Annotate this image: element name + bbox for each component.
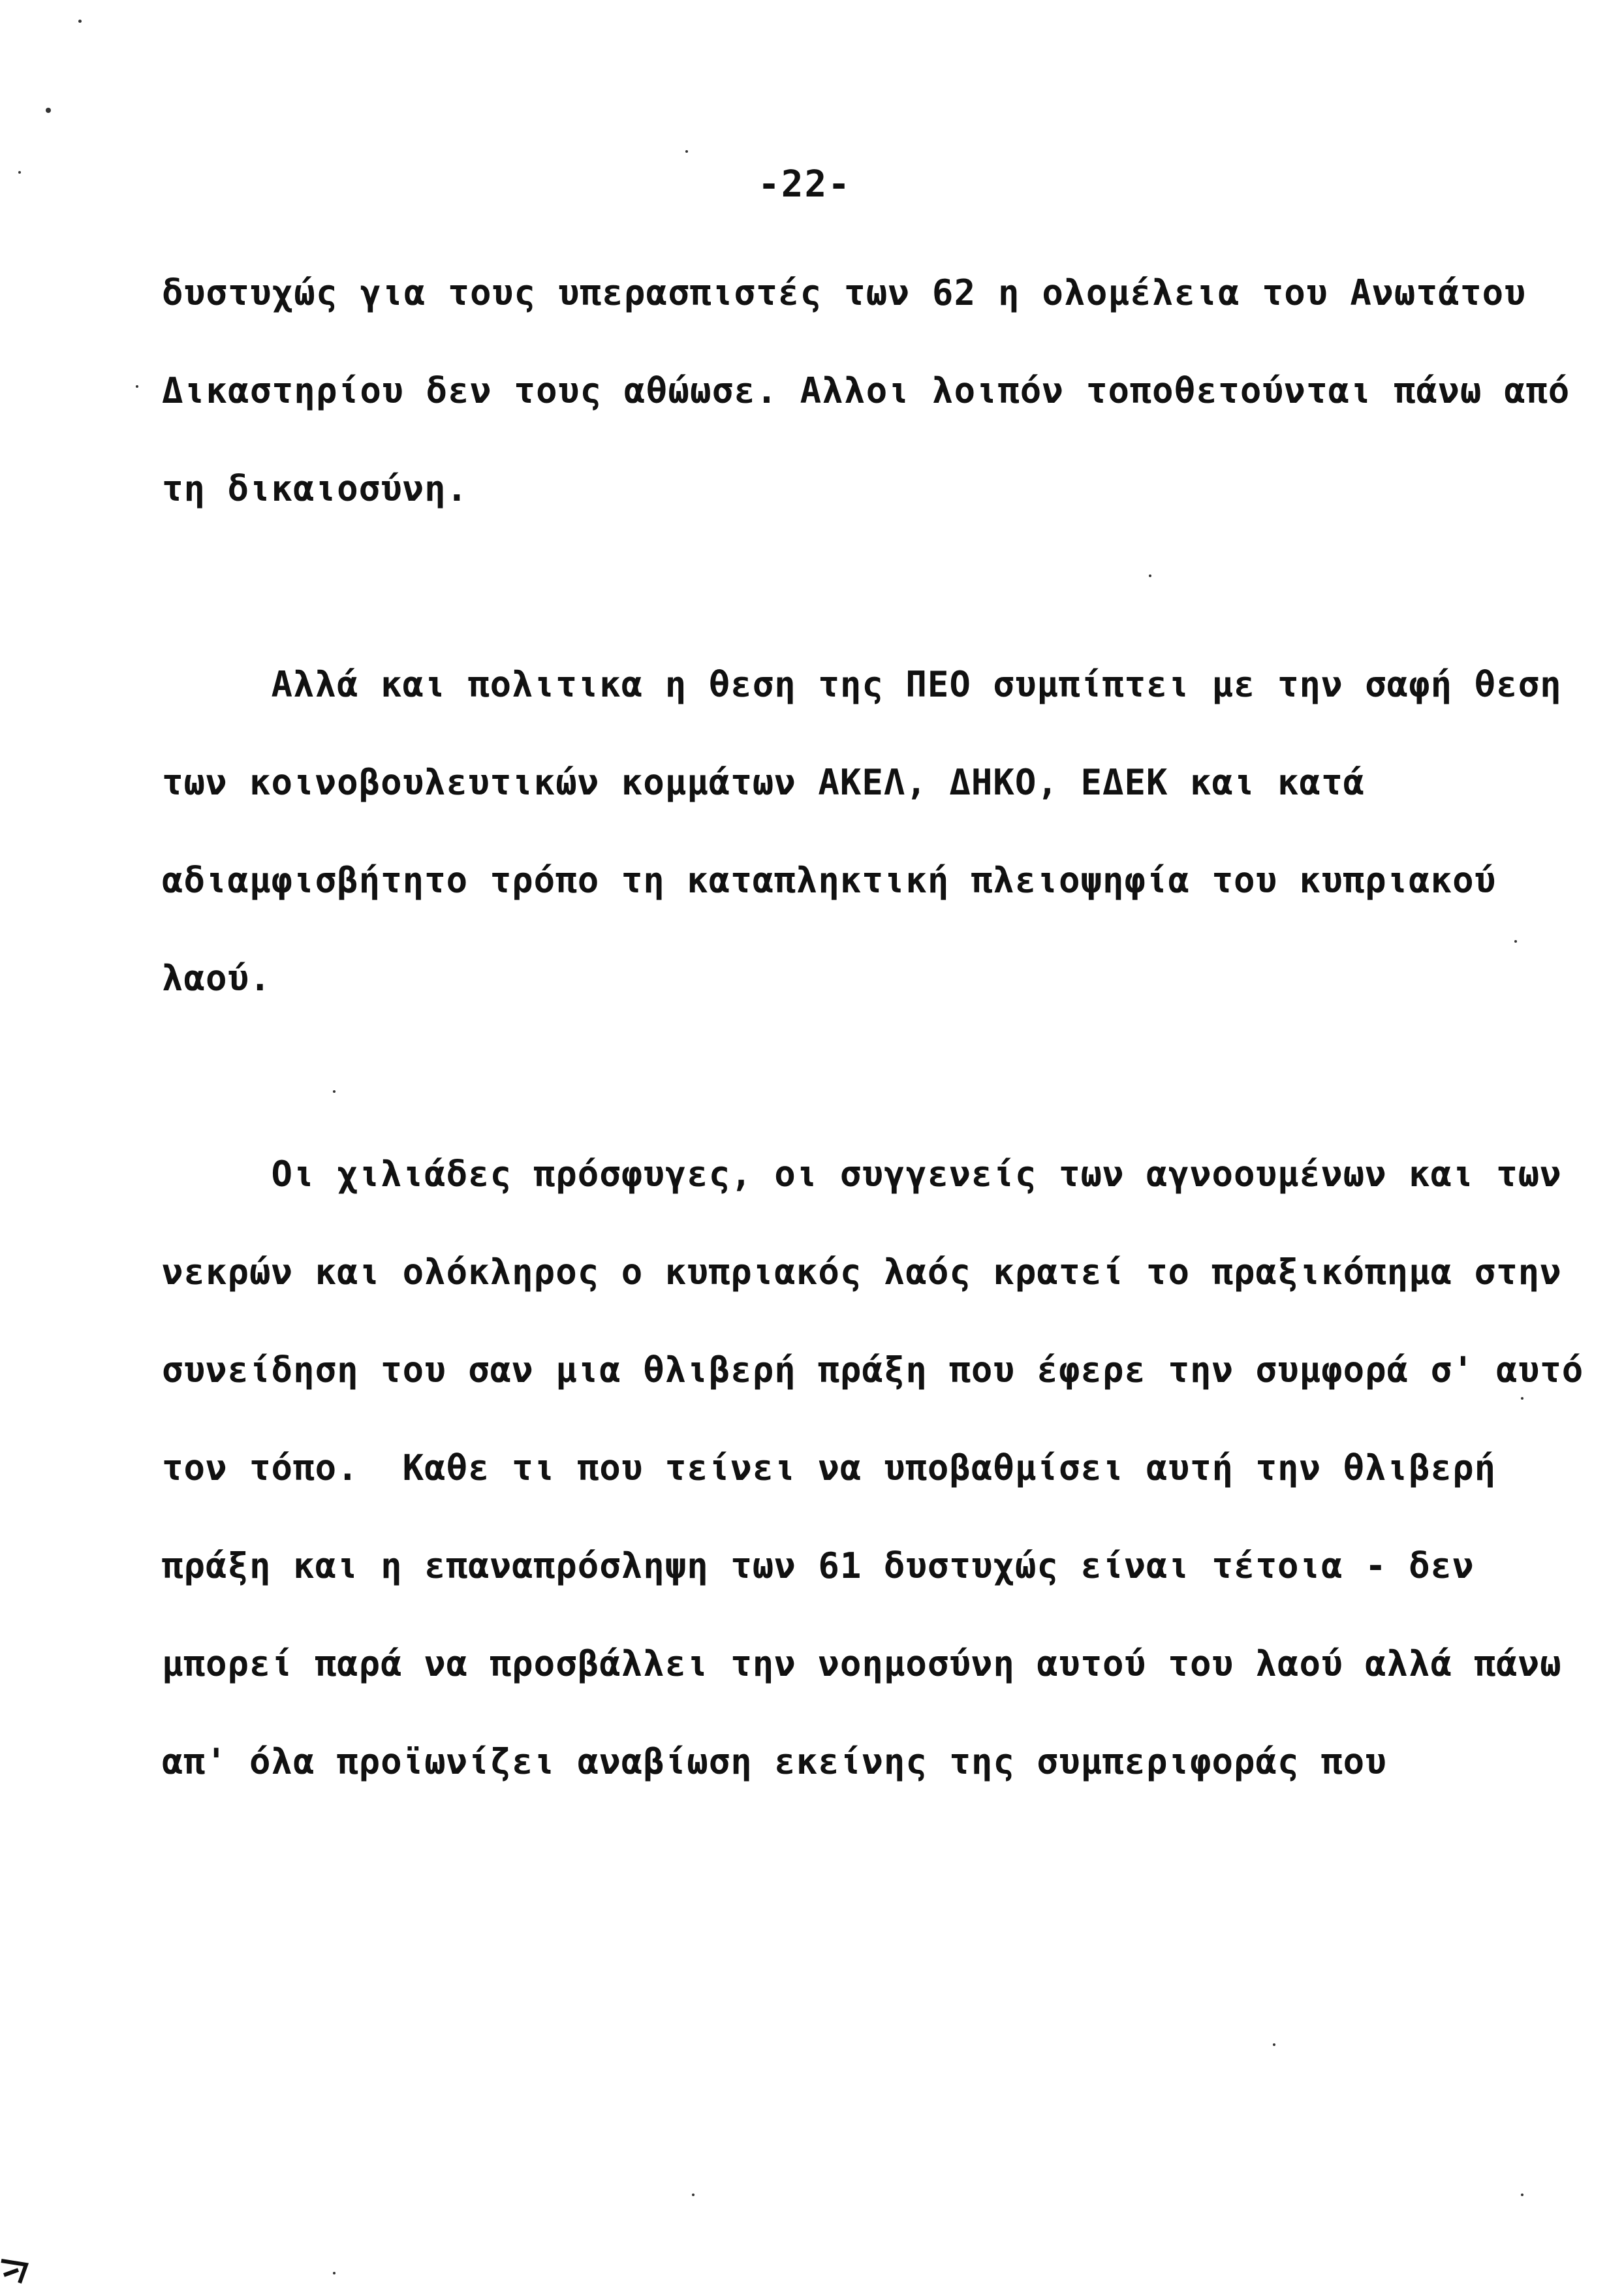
- paragraph-3-line-7: απ' όλα προϊωνίζει αναβίωση εκείνης της συμπεριφοράς που: [162, 1741, 1387, 1782]
- paragraph-3-line-6: μπορεί παρά να προσβάλλει την νοημοσύνη αυτού του λαού αλλά πάνω: [162, 1643, 1562, 1684]
- scan-speck: [1521, 2194, 1523, 2196]
- paragraph-2-line-1: Αλλά και πολιτικα η θεση της ΠΕΟ συμπίπτει με την σαφή θεση: [162, 664, 1562, 705]
- paragraph-3-line-3: συνείδηση του σαν μια θλιβερή πράξη που έφερε την συμφορά σ' αυτό: [162, 1349, 1584, 1391]
- scan-speck: [1273, 2043, 1275, 2046]
- corner-scan-mark-icon: [0, 2256, 30, 2286]
- page-number: -22-: [758, 163, 851, 206]
- paragraph-3-line-4: τον τόπο. Καθε τι που τείνει να υποβαθμίσει αυτή την θλιβερή: [162, 1447, 1497, 1488]
- scan-speck: [1149, 574, 1151, 577]
- scan-speck: [333, 2272, 336, 2274]
- paragraph-2-line-4: λαού.: [162, 958, 272, 999]
- scan-speck: [1514, 940, 1517, 943]
- paragraph-3-line-1: Οι χιλιάδες πρόσφυγες, οι συγγενείς των αγνοουμένων και των: [162, 1154, 1562, 1195]
- paragraph-3-line-2: νεκρών και ολόκληρος ο κυπριακός λαός κρατεί το πραξικόπημα στην: [162, 1251, 1562, 1293]
- scan-speck: [46, 108, 51, 113]
- paragraph-2-line-2: των κοινοβουλευτικών κομμάτων ΑΚΕΛ, ΔΗΚΟ, ΕΔΕΚ και κατά: [162, 762, 1366, 803]
- paragraph-1-line-2: Δικαστηρίου δεν τους αθώωσε. Αλλοι λοιπόν τοποθετούνται πάνω από: [162, 370, 1570, 411]
- scan-speck: [136, 385, 138, 388]
- paragraph-3-line-5: πράξη και η επαναπρόσληψη των 61 δυστυχώς είναι τέτοια - δεν: [162, 1545, 1475, 1586]
- scan-speck: [685, 150, 688, 153]
- scan-speck: [1521, 1397, 1523, 1400]
- scan-speck: [78, 20, 82, 23]
- paragraph-2-line-3: αδιαμφισβήτητο τρόπο τη καταπληκτική πλειοψηφία του κυπριακού: [162, 860, 1497, 901]
- scan-speck: [333, 1090, 336, 1093]
- paragraph-1-line-3: τη δικαιοσύνη.: [162, 468, 469, 509]
- paragraph-1-line-1: δυστυχώς για τους υπερασπιστές των 62 η ολομέλεια του Ανωτάτου: [162, 272, 1527, 313]
- scan-speck: [692, 2194, 695, 2196]
- scan-speck: [18, 171, 21, 174]
